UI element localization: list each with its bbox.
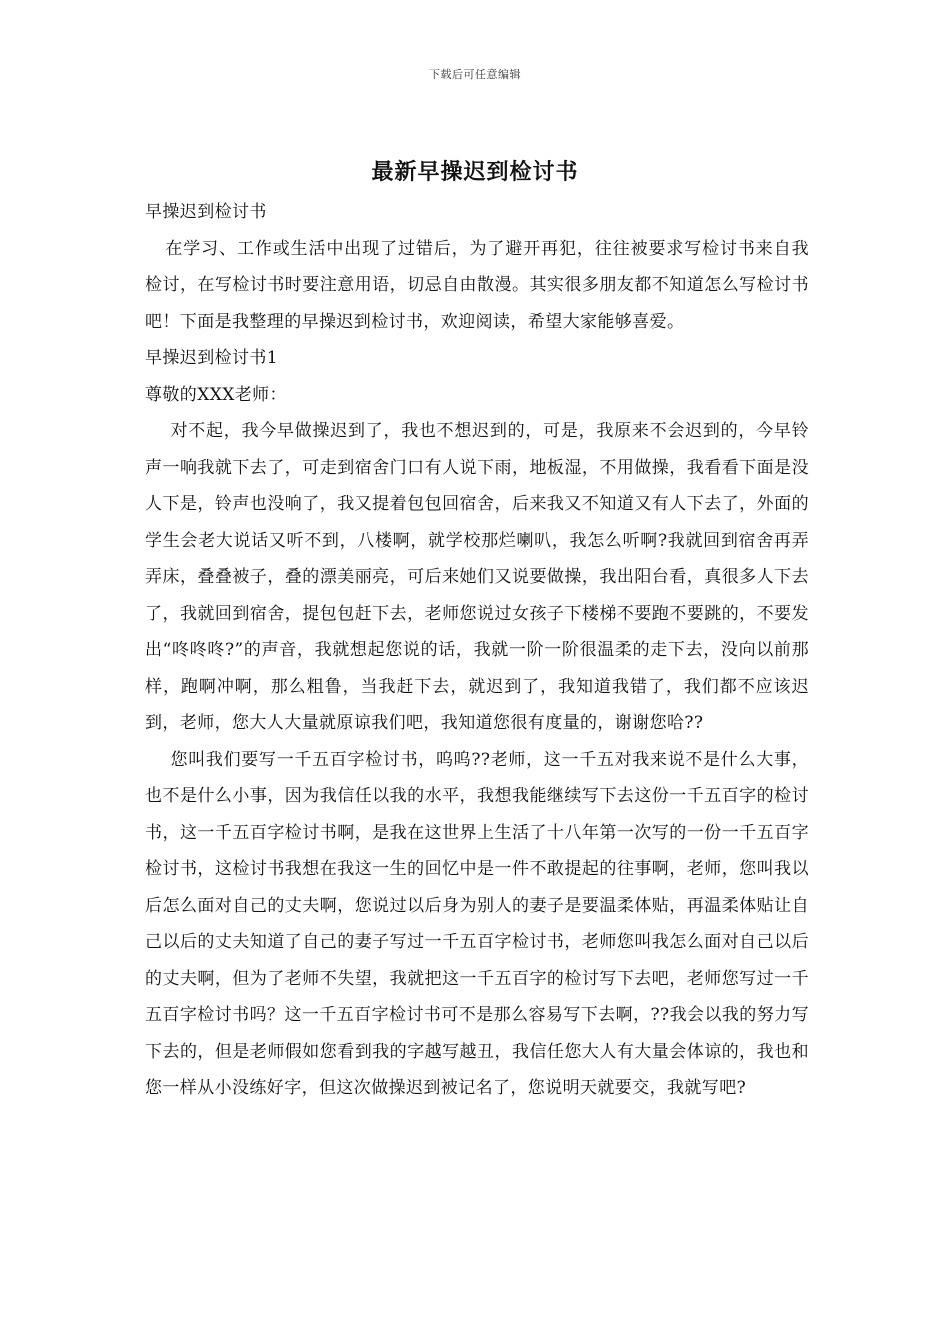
header-note: 下载后可任意编辑	[429, 68, 521, 81]
salutation: 尊敬的XXX老师：	[145, 384, 287, 405]
intro-paragraph: 在学习、工作或生活中出现了过错后，为了避开再犯，往往被要求写检讨书来自我检讨，在写检讨书时要注意用语，切忌自由散漫。其实很多朋友都不知道怎么写检讨书吧！下面是我整理的早操迟到检讨书，欢迎阅读，希望大家能够喜爱。	[145, 238, 809, 332]
document-title: 最新早操迟到检讨书	[371, 159, 579, 185]
body-paragraph-2: 您叫我们要写一千五百字检讨书，呜呜??老师，这一千五对我来说不是什么大事，也不是什么小事，因为我信任以我的水平，我想我能继续写下去这份一千五百字的检讨书，这一千五百字检讨书啊，是我在这世界上生活了十八年第一次写的一份一千五百字检讨书，这检讨书我想在我这一生的回忆中是一件不敢提起的往事啊，老师，您叫我以后怎么面对自己的丈夫啊，您说过以后身为别人的妻子是要温柔体贴，再温柔体贴让自己以后的丈夫知道了自己的妻子写过一千五百字检讨书，老师您叫我怎么面对自己以后的丈夫啊，但为了老师不失望，我就把这一千五百字的检讨写下去吧，老师您写过一千五百字检讨书吗？这一千五百字检讨书可不是那么容易写下去啊，??我会以我的努力写下去的，但是老师假如您看到我的字越写越丑，我信任您大人有大量会体谅的，我也和您一样从小没练好字，但这次做操迟到被记名了，您说明天就要交，我就写吧?	[145, 749, 809, 1098]
document-body	[145, 194, 809, 1107]
section-heading: 早操迟到检讨书1	[145, 348, 279, 368]
subtitle: 早操迟到检讨书	[145, 202, 267, 222]
body-paragraph-1: 对不起，我今早做操迟到了，我也不想迟到的，可是，我原来不会迟到的，今早铃声一响我就下去了，可走到宿舍门口有人说下雨，地板湿，不用做操，我看看下面是没人下是，铃声也没响了，我又提着包包回宿舍，后来我又不知道又有人下去了，外面的学生会老大说话又听不到，八楼啊，就学校那烂喇叭，我怎么听啊?我就回到宿舍再弄弄床，叠叠被子，叠的漂美丽亮，可后来她们又说要做操，我出阳台看，真很多人下去了，我就回到宿舍，提包包赶下去，老师您说过女孩子下楼梯不要跑不要跳的，不要发出“咚咚咚?”的声音，我就想起您说的话，我就一阶一阶很温柔的走下去，没向以前那样，跑啊冲啊，那么粗鲁，当我赶下去，就迟到了，我知道我错了，我们都不应该迟到，老师，您大人大量就原谅我们吧，我知道您很有度量的，谢谢您哈??	[145, 421, 809, 733]
